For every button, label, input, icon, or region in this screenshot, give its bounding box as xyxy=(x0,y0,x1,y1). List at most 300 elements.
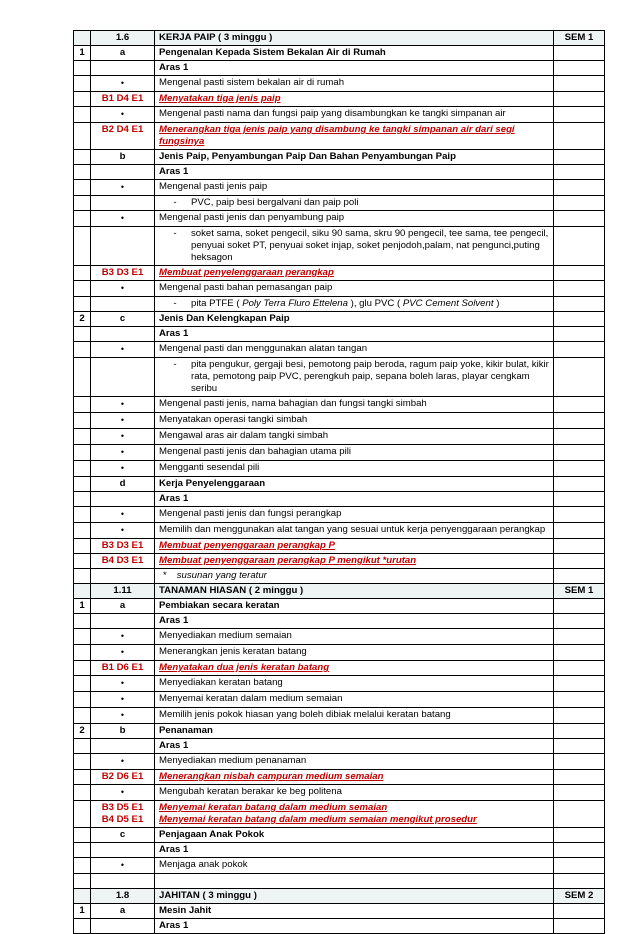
sem-cell xyxy=(554,397,605,413)
bullet-icon: • xyxy=(120,647,125,657)
table-row xyxy=(74,801,605,828)
num-cell xyxy=(74,92,91,107)
bullet-icon: • xyxy=(120,787,125,797)
bullet-icon: • xyxy=(120,525,125,535)
content-cell xyxy=(155,358,554,397)
bullet-icon: • xyxy=(120,860,125,870)
sem-cell xyxy=(554,211,605,227)
content-cell xyxy=(155,492,554,507)
sub-item-part: PVC Cement Solvent xyxy=(402,298,494,309)
bullet-icon: • xyxy=(120,213,125,223)
content-cell xyxy=(155,211,554,227)
sub-item-text xyxy=(191,298,549,310)
table-row xyxy=(74,919,605,934)
row-text: Menyediakan medium semaian xyxy=(159,630,292,641)
bullet-icon: • xyxy=(120,415,125,425)
table-row xyxy=(74,770,605,785)
num-cell xyxy=(74,629,91,645)
table-row xyxy=(74,676,605,692)
row-text: Mengenal pasti jenis, nama bahagian dan fungsi tangki simbah xyxy=(159,398,427,409)
content-cell xyxy=(155,754,554,770)
content-cell xyxy=(155,227,554,266)
num-cell xyxy=(74,523,91,539)
num-cell xyxy=(74,477,91,492)
content-cell xyxy=(155,150,554,165)
note-star: * xyxy=(163,570,167,581)
sem-cell xyxy=(554,507,605,523)
num-cell xyxy=(74,492,91,507)
code-cell xyxy=(91,266,155,281)
bullet-icon: • xyxy=(120,109,125,119)
num-cell xyxy=(74,327,91,342)
code-cell xyxy=(91,92,155,107)
table-row xyxy=(74,211,605,227)
table-row xyxy=(74,843,605,858)
content-cell xyxy=(155,828,554,843)
num-cell xyxy=(74,507,91,523)
code-cell xyxy=(91,445,155,461)
content-cell xyxy=(155,46,554,61)
performance-code: B3 D3 E1 xyxy=(101,267,144,278)
code-cell xyxy=(91,754,155,770)
num-cell xyxy=(74,874,91,889)
code-cell xyxy=(91,461,155,477)
table-row xyxy=(74,692,605,708)
sub-item xyxy=(159,228,549,264)
row-text: Menyemai keratan dalam medium semaian xyxy=(159,693,343,704)
note-text xyxy=(159,570,267,581)
content-cell xyxy=(155,507,554,523)
row-text: Mengenal pasti dan menggunakan alatan tangan xyxy=(159,343,368,354)
code-cell xyxy=(91,874,155,889)
content-cell xyxy=(155,523,554,539)
table-row xyxy=(74,46,605,61)
num-cell xyxy=(74,227,91,266)
section-title: JAHITAN ( 3 minggu ) xyxy=(155,889,554,904)
section-header-row xyxy=(74,889,605,904)
standard-statement: Membuat penyenggaraan perangkap P xyxy=(159,540,335,551)
num-cell xyxy=(74,661,91,676)
table-row xyxy=(74,227,605,266)
num-cell: 1 xyxy=(74,599,91,614)
row-text: Memilih dan menggunakan alat tangan yang sesuai untuk kerja penyenggaraan perangkap xyxy=(159,524,546,535)
sub-item-part: pita PTFE ( xyxy=(191,298,243,309)
bullet-icon: • xyxy=(120,756,125,766)
sub-item-text: PVC, paip besi bergalvani dan paip poli xyxy=(191,197,359,208)
content-cell xyxy=(155,312,554,327)
standard-statement: Menyemai keratan batang dalam medium semaian xyxy=(159,802,388,813)
num-cell xyxy=(74,150,91,165)
code-cell: c xyxy=(91,312,155,327)
dash-marker: - xyxy=(173,197,177,208)
num-cell xyxy=(74,31,91,46)
num-cell xyxy=(74,342,91,358)
standard-statement: Membuat penyenggaraan perangkap P mengikut *urutan xyxy=(159,555,417,566)
table-row xyxy=(74,492,605,507)
table-row xyxy=(74,554,605,569)
sem-cell xyxy=(554,754,605,770)
code-cell xyxy=(91,645,155,661)
content-cell xyxy=(155,76,554,92)
sem-cell xyxy=(554,614,605,629)
standard-statement: Menyatakan tiga jenis paip xyxy=(159,93,281,104)
code-cell xyxy=(91,123,155,150)
row-text: Mengenal pasti jenis dan penyambung paip xyxy=(159,212,345,223)
sem-cell xyxy=(554,46,605,61)
code-cell xyxy=(91,661,155,676)
sem-cell xyxy=(554,196,605,211)
table-row xyxy=(74,165,605,180)
num-cell xyxy=(74,358,91,397)
performance-code: B2 D6 E1 xyxy=(101,771,144,782)
sem-cell xyxy=(554,785,605,801)
table-row xyxy=(74,180,605,196)
num-cell xyxy=(74,584,91,599)
code-cell xyxy=(91,523,155,539)
table-row xyxy=(74,858,605,874)
num-cell xyxy=(74,614,91,629)
sem-cell xyxy=(554,107,605,123)
row-text: Aras 1 xyxy=(159,615,189,626)
sem-cell xyxy=(554,904,605,919)
content-cell xyxy=(155,327,554,342)
bullet-icon: • xyxy=(120,463,125,473)
code-cell xyxy=(91,76,155,92)
code-cell: c xyxy=(91,828,155,843)
content-cell xyxy=(155,645,554,661)
content-cell xyxy=(155,724,554,739)
num-cell xyxy=(74,429,91,445)
content-cell xyxy=(155,629,554,645)
sem-cell xyxy=(554,858,605,874)
code-cell xyxy=(91,61,155,76)
code-cell xyxy=(91,342,155,358)
table-row xyxy=(74,523,605,539)
row-text: Mengenal pasti jenis dan fungsi perangkap xyxy=(159,508,342,519)
standard-statement: Menerangkan tiga jenis paip yang disambung ke tangki simpanan air dari segi fungsinya xyxy=(159,124,515,147)
table-row xyxy=(74,92,605,107)
row-text: Aras 1 xyxy=(159,920,189,931)
num-cell xyxy=(74,211,91,227)
sem-cell xyxy=(554,266,605,281)
bullet-icon: • xyxy=(120,694,125,704)
content-cell xyxy=(155,107,554,123)
table-row xyxy=(74,281,605,297)
bullet-icon: • xyxy=(120,509,125,519)
row-text: Mengganti sesendal pili xyxy=(159,462,260,473)
content-cell xyxy=(155,708,554,724)
content-cell xyxy=(155,165,554,180)
row-text: Aras 1 xyxy=(159,328,189,339)
semester-label: SEM 1 xyxy=(554,31,605,46)
code-cell xyxy=(91,692,155,708)
table-row xyxy=(74,539,605,554)
num-cell xyxy=(74,554,91,569)
content-cell xyxy=(155,61,554,76)
code-cell xyxy=(91,165,155,180)
content-cell xyxy=(155,180,554,196)
num-cell xyxy=(74,107,91,123)
num-cell xyxy=(74,61,91,76)
sem-cell xyxy=(554,358,605,397)
row-text: Mengawal aras air dalam tangki simbah xyxy=(159,430,329,441)
code-cell xyxy=(91,327,155,342)
sub-item-part: ) xyxy=(493,298,500,309)
bullet-icon: • xyxy=(120,631,125,641)
sub-item-text: pita pengukur, gergaji besi, pemotong paip beroda, ragum paip yoke, kikir bulat, kikir rata, pemotong paip PVC, perengkuh paip, sepana boleh laras, playar cengkam seribu xyxy=(191,359,549,394)
num-cell xyxy=(74,708,91,724)
row-text: Mengenal pasti jenis paip xyxy=(159,181,268,192)
code-cell: a xyxy=(91,904,155,919)
content-cell xyxy=(155,539,554,554)
row-text: Menyatakan operasi tangki simbah xyxy=(159,414,308,425)
code-cell xyxy=(91,614,155,629)
content-cell xyxy=(155,599,554,614)
table-row xyxy=(74,196,605,211)
sem-cell xyxy=(554,477,605,492)
content-cell xyxy=(155,477,554,492)
table-row xyxy=(74,327,605,342)
bullet-icon: • xyxy=(120,182,125,192)
code-cell xyxy=(91,413,155,429)
row-text: Menerangkan jenis keratan batang xyxy=(159,646,307,657)
row-text: Jenis Dan Kelengkapan Paip xyxy=(159,313,290,324)
code-cell xyxy=(91,919,155,934)
sem-cell xyxy=(554,429,605,445)
table-row xyxy=(74,828,605,843)
code-cell xyxy=(91,739,155,754)
content-cell xyxy=(155,413,554,429)
table-row xyxy=(74,507,605,523)
row-text: Mengenal pasti nama dan fungsi paip yang disambungkan ke tangki simpanan air xyxy=(159,108,506,119)
content-cell xyxy=(155,692,554,708)
row-text: Memilih jenis pokok hiasan yang boleh dibiak melalui keratan batang xyxy=(159,709,451,720)
code-cell xyxy=(91,858,155,874)
content-cell xyxy=(155,569,554,584)
sem-cell xyxy=(554,661,605,676)
code-cell xyxy=(91,211,155,227)
table-row xyxy=(74,342,605,358)
row-text: Mesin Jahit xyxy=(159,905,212,916)
sem-cell xyxy=(554,645,605,661)
row-text: Aras 1 xyxy=(159,844,189,855)
sem-cell xyxy=(554,523,605,539)
row-text: Penjagaan Anak Pokok xyxy=(159,829,265,840)
sem-cell xyxy=(554,327,605,342)
sem-cell xyxy=(554,770,605,785)
row-text: Pengenalan Kepada Sistem Bekalan Air di Rumah xyxy=(159,47,386,58)
row-text: Mengubah keratan berakar ke beg politena xyxy=(159,786,342,797)
section-title: KERJA PAIP ( 3 minggu ) xyxy=(155,31,554,46)
bullet-icon: • xyxy=(120,344,125,354)
num-cell xyxy=(74,297,91,312)
row-text: Menyediakan medium penanaman xyxy=(159,755,307,766)
num-cell xyxy=(74,569,91,584)
code-cell xyxy=(91,770,155,785)
table-row xyxy=(74,76,605,92)
bullet-icon: • xyxy=(120,678,125,688)
sem-cell xyxy=(554,342,605,358)
note-body: susunan yang teratur xyxy=(176,570,267,581)
row-text: Pembiakan secara keratan xyxy=(159,600,280,611)
bullet-icon: • xyxy=(120,399,125,409)
standard-statement: Menyemai keratan batang dalam medium semaian mengikut prosedur xyxy=(159,814,477,825)
content-cell xyxy=(155,770,554,785)
performance-code: B1 D4 E1 xyxy=(101,93,144,104)
code-cell xyxy=(91,196,155,211)
sem-cell xyxy=(554,874,605,889)
content-cell xyxy=(155,397,554,413)
sem-cell xyxy=(554,724,605,739)
table-row xyxy=(74,785,605,801)
num-cell xyxy=(74,801,91,828)
row-text: Aras 1 xyxy=(159,62,189,73)
code-cell: b xyxy=(91,724,155,739)
row-text: Penanaman xyxy=(159,725,213,736)
num-cell xyxy=(74,266,91,281)
code-cell xyxy=(91,429,155,445)
row-text: Kerja Penyelenggaraan xyxy=(159,478,266,489)
bullet-icon: • xyxy=(120,431,125,441)
code-cell xyxy=(91,397,155,413)
code-cell xyxy=(91,554,155,569)
num-cell xyxy=(74,645,91,661)
content-cell xyxy=(155,297,554,312)
table-row xyxy=(74,754,605,770)
sem-cell xyxy=(554,676,605,692)
num-cell xyxy=(74,785,91,801)
table-row xyxy=(74,413,605,429)
standard-statement: Menyatakan dua jenis keratan batang xyxy=(159,662,330,673)
content-cell xyxy=(155,554,554,569)
dash-marker: - xyxy=(173,228,177,239)
num-cell xyxy=(74,739,91,754)
content-cell xyxy=(155,461,554,477)
content-cell xyxy=(155,904,554,919)
table-row xyxy=(74,661,605,676)
sem-cell xyxy=(554,554,605,569)
performance-code: B3 D5 E1 xyxy=(101,802,144,813)
sem-cell xyxy=(554,492,605,507)
content-cell xyxy=(155,785,554,801)
table-row xyxy=(74,445,605,461)
sem-cell xyxy=(554,599,605,614)
sub-item xyxy=(159,298,549,310)
sem-cell xyxy=(554,629,605,645)
code-cell xyxy=(91,281,155,297)
content-cell xyxy=(155,429,554,445)
num-cell xyxy=(74,196,91,211)
content-cell xyxy=(155,614,554,629)
table-row xyxy=(74,614,605,629)
table-row xyxy=(74,569,605,584)
row-text: Aras 1 xyxy=(159,493,189,504)
content-cell xyxy=(155,281,554,297)
bullet-icon: • xyxy=(120,447,125,457)
code-cell xyxy=(91,107,155,123)
content-cell xyxy=(155,801,554,828)
sem-cell xyxy=(554,92,605,107)
num-cell xyxy=(74,281,91,297)
syllabus-table-body xyxy=(74,31,605,934)
code-cell: d xyxy=(91,477,155,492)
sem-cell xyxy=(554,312,605,327)
code-cell xyxy=(91,708,155,724)
table-row xyxy=(74,739,605,754)
num-cell xyxy=(74,76,91,92)
code-cell xyxy=(91,569,155,584)
sem-cell xyxy=(554,76,605,92)
sem-cell xyxy=(554,569,605,584)
table-row xyxy=(74,312,605,327)
table-row xyxy=(74,874,605,889)
sem-cell xyxy=(554,708,605,724)
row-text: Mengenal pasti sistem bekalan air di rumah xyxy=(159,77,345,88)
num-cell xyxy=(74,539,91,554)
content-cell xyxy=(155,843,554,858)
num-cell xyxy=(74,123,91,150)
performance-code: B4 D5 E1 xyxy=(101,814,144,825)
code-cell: b xyxy=(91,150,155,165)
num-cell xyxy=(74,165,91,180)
code-cell xyxy=(91,785,155,801)
table-row xyxy=(74,629,605,645)
num-cell xyxy=(74,397,91,413)
document-page xyxy=(73,30,605,934)
num-cell: 2 xyxy=(74,312,91,327)
sem-cell xyxy=(554,739,605,754)
code-cell: a xyxy=(91,599,155,614)
table-row xyxy=(74,429,605,445)
num-cell: 1 xyxy=(74,46,91,61)
sub-item-part: ), glu PVC ( xyxy=(347,298,403,309)
content-cell xyxy=(155,858,554,874)
num-cell: 1 xyxy=(74,904,91,919)
performance-code: B3 D3 E1 xyxy=(101,540,144,551)
table-row xyxy=(74,599,605,614)
sem-cell xyxy=(554,828,605,843)
sem-cell xyxy=(554,919,605,934)
content-cell xyxy=(155,445,554,461)
sem-cell xyxy=(554,692,605,708)
table-row xyxy=(74,904,605,919)
num-cell xyxy=(74,858,91,874)
performance-code: B4 D3 E1 xyxy=(101,555,144,566)
content-cell xyxy=(155,196,554,211)
sem-cell xyxy=(554,180,605,196)
code-cell xyxy=(91,801,155,828)
content-cell xyxy=(155,874,554,889)
content-cell xyxy=(155,92,554,107)
num-cell: 2 xyxy=(74,724,91,739)
dash-marker: - xyxy=(173,298,177,309)
semester-label: SEM 1 xyxy=(554,584,605,599)
section-code: 1.6 xyxy=(91,31,155,46)
table-row xyxy=(74,297,605,312)
num-cell xyxy=(74,180,91,196)
content-cell xyxy=(155,123,554,150)
code-cell xyxy=(91,676,155,692)
table-row xyxy=(74,150,605,165)
table-row xyxy=(74,645,605,661)
sem-cell xyxy=(554,150,605,165)
table-row xyxy=(74,61,605,76)
num-cell xyxy=(74,676,91,692)
row-text: Aras 1 xyxy=(159,166,189,177)
sem-cell xyxy=(554,413,605,429)
num-cell xyxy=(74,919,91,934)
table-row xyxy=(74,461,605,477)
